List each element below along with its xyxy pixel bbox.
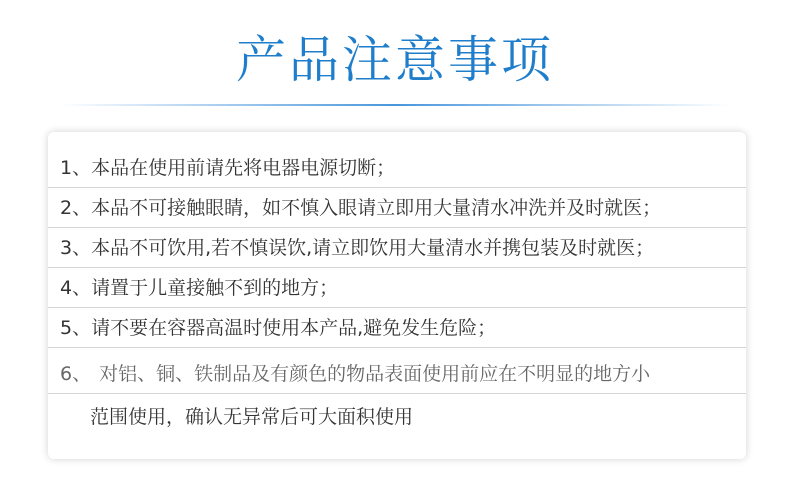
notice-card xyxy=(48,132,746,459)
page-title: 产品注意事项 xyxy=(236,31,554,89)
item-text: 本品在使用前请先将电器电源切断； xyxy=(91,157,396,179)
item-text: 请置于儿童接触不到的地方； xyxy=(91,277,339,299)
notice-item xyxy=(48,149,746,188)
item-number: 1、 xyxy=(60,157,92,179)
item-text: 本品不可饮用,若不慎误饮,请立即饮用大量清水并携包装及时就医； xyxy=(91,237,655,259)
notice-item xyxy=(48,269,746,308)
notice-item xyxy=(48,189,746,228)
item-number: 3、 xyxy=(60,237,92,259)
item-text: 范围使用，确认无异常后可大面积使用 xyxy=(90,406,414,428)
notice-item xyxy=(48,229,746,268)
notice-item-continuation xyxy=(48,398,746,437)
item-number: 5、 xyxy=(60,317,92,339)
notice-item xyxy=(48,355,746,394)
item-text: 本品不可接触眼睛，如不慎入眼请立即用大量清水冲洗并及时就医； xyxy=(91,197,662,219)
item-number: 4、 xyxy=(60,277,92,299)
item-text: 对铝、铜、铁制品及有颜色的物品表面使用前应在不明显的地方小 xyxy=(99,363,651,385)
title-divider xyxy=(60,104,730,106)
item-text: 请不要在容器高温时使用本产品,避免发生危险； xyxy=(91,317,497,339)
item-number: 6、 xyxy=(60,363,92,385)
item-number: 2、 xyxy=(60,197,92,219)
notice-item xyxy=(48,309,746,348)
